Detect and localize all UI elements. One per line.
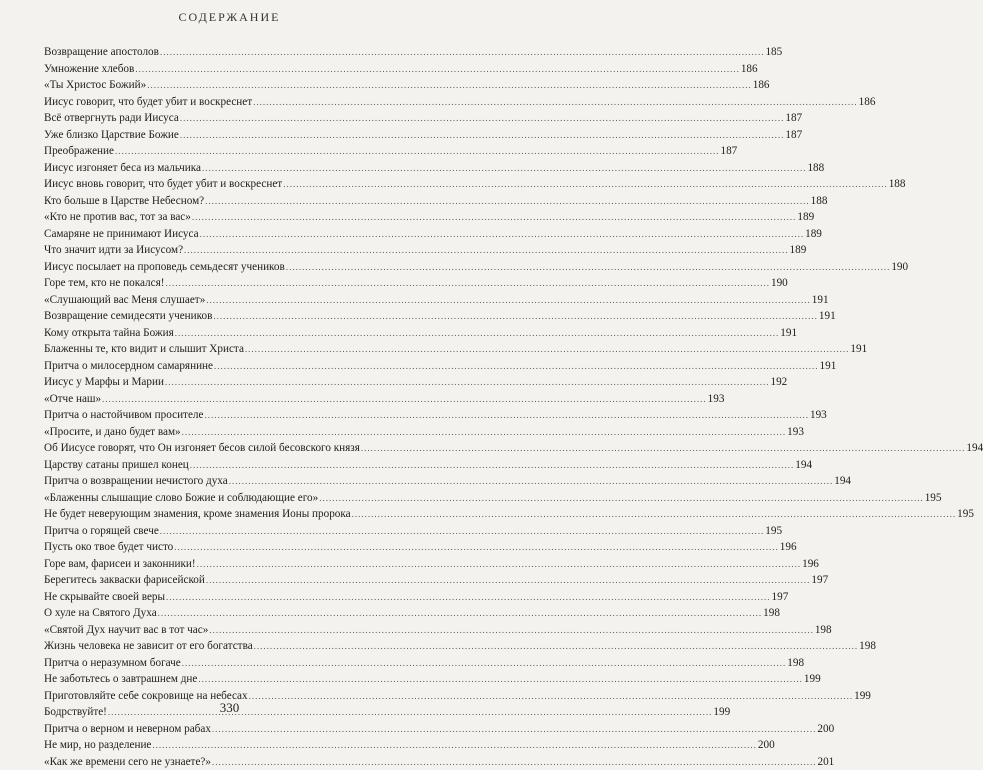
toc-entry-title: Блаженны те, кто видит и слышит Христа xyxy=(44,341,244,358)
toc-entry-title: Царству сатаны пришел конец xyxy=(44,457,189,474)
dot-leader xyxy=(135,61,740,78)
toc-entry-title: Кто больше в Царстве Небесном? xyxy=(44,193,204,210)
toc-entry-page: 191 xyxy=(820,358,837,375)
toc-entry-page: 190 xyxy=(771,275,788,292)
toc-entry xyxy=(44,341,429,358)
toc-entry-title: Возвращение апостолов xyxy=(44,44,159,61)
toc-entry-title: «Как же времени сего не узнаете?» xyxy=(44,754,211,770)
dot-leader xyxy=(206,292,811,309)
dot-leader xyxy=(115,143,720,160)
dot-leader xyxy=(205,193,810,210)
toc-entry-page: 187 xyxy=(785,127,802,144)
toc-entry-title: Пусть око твое будет чисто xyxy=(44,539,173,556)
toc-entry-page: 198 xyxy=(859,638,876,655)
toc-entry-page: 200 xyxy=(817,721,834,738)
toc-entry-title: Иисус изгоняет беса из мальчика xyxy=(44,160,201,177)
toc-entry xyxy=(44,506,429,523)
dot-leader xyxy=(198,671,803,688)
dot-leader xyxy=(175,325,780,342)
toc-entry-title: Не скрывайте своей веры xyxy=(44,589,165,606)
book-page xyxy=(0,0,459,728)
toc-entry xyxy=(44,226,429,243)
toc-entry-title: Жизнь человека не зависит от его богатства xyxy=(44,638,253,655)
dot-leader xyxy=(152,737,757,754)
toc-entry-title: Иисус посылает на проповедь семьдесят учеников xyxy=(44,259,285,276)
page-header: СОДЕРЖАНИЕ xyxy=(0,10,459,25)
toc-entry xyxy=(44,490,429,507)
toc-entry xyxy=(44,358,429,375)
dot-leader xyxy=(160,44,765,61)
dot-leader xyxy=(166,589,771,606)
toc-entry-page: 199 xyxy=(713,704,730,721)
toc-entry-page: 199 xyxy=(854,688,871,705)
toc-entry-title: «Кто не против вас, тот за вас» xyxy=(44,209,191,226)
toc-entry-title: Не заботьтесь о завтрашнем дне xyxy=(44,671,197,688)
dot-leader xyxy=(245,341,850,358)
table-of-contents xyxy=(44,44,429,770)
toc-entry xyxy=(44,193,429,210)
dot-leader xyxy=(212,721,817,738)
toc-entry-title: Притча о верном и неверном рабах xyxy=(44,721,211,738)
toc-entry-title: «Отче наш» xyxy=(44,391,101,408)
dot-leader xyxy=(102,391,707,408)
toc-entry-page: 194 xyxy=(966,440,983,457)
toc-entry xyxy=(44,754,429,770)
toc-entry xyxy=(44,407,429,424)
dot-leader xyxy=(283,176,888,193)
toc-entry-page: 187 xyxy=(785,110,802,127)
toc-entry xyxy=(44,572,429,589)
toc-entry xyxy=(44,143,429,160)
toc-entry-page: 201 xyxy=(817,754,834,770)
toc-entry xyxy=(44,457,429,474)
toc-entry xyxy=(44,61,429,78)
toc-entry xyxy=(44,259,429,276)
toc-entry xyxy=(44,127,429,144)
toc-entry-page: 189 xyxy=(797,209,814,226)
dot-leader xyxy=(180,127,785,144)
toc-entry-title: Преображение xyxy=(44,143,114,160)
toc-entry xyxy=(44,671,429,688)
dot-leader xyxy=(319,490,924,507)
toc-entry-page: 195 xyxy=(765,523,782,540)
dot-leader xyxy=(180,110,785,127)
toc-entry-title: Умножение хлебов xyxy=(44,61,134,78)
dot-leader xyxy=(214,358,819,375)
toc-entry-title: Не мир, но разделение xyxy=(44,737,151,754)
toc-entry-page: 188 xyxy=(811,193,828,210)
dot-leader xyxy=(361,440,966,457)
toc-entry-title: «Святой Дух научит вас в тот час» xyxy=(44,622,208,639)
page-number: 330 xyxy=(0,700,459,716)
toc-entry-page: 186 xyxy=(753,77,770,94)
dot-leader xyxy=(182,655,787,672)
toc-entry-title: Притча о возвращении нечистого духа xyxy=(44,473,228,490)
dot-leader xyxy=(184,242,789,259)
toc-entry-page: 191 xyxy=(850,341,867,358)
toc-entry xyxy=(44,292,429,309)
toc-entry-page: 196 xyxy=(780,539,797,556)
toc-entry-title: Не будет неверующим знамения, кроме знамения Ионы пророка xyxy=(44,506,351,523)
toc-entry-page: 189 xyxy=(805,226,822,243)
toc-entry xyxy=(44,440,429,457)
toc-entry-page: 198 xyxy=(787,655,804,672)
toc-entry-title: «Блаженны слышащие слово Божие и соблюдающие его» xyxy=(44,490,318,507)
dot-leader xyxy=(158,605,763,622)
toc-entry-page: 193 xyxy=(708,391,725,408)
dot-leader xyxy=(213,308,818,325)
toc-entry xyxy=(44,655,429,672)
toc-entry-title: Горе вам, фарисеи и законники! xyxy=(44,556,196,573)
dot-leader xyxy=(192,209,797,226)
toc-entry xyxy=(44,589,429,606)
dot-leader xyxy=(147,77,752,94)
toc-entry-page: 195 xyxy=(925,490,942,507)
toc-entry-title: Об Иисусе говорят, что Он изгоняет бесов силой бесовского князя xyxy=(44,440,360,457)
toc-entry-page: 199 xyxy=(804,671,821,688)
dot-leader xyxy=(202,160,807,177)
toc-entry xyxy=(44,391,429,408)
dot-leader xyxy=(352,506,957,523)
toc-entry-title: Кому открыта тайна Божия xyxy=(44,325,174,342)
toc-entry-title: Приготовляйте себе сокровище на небесах xyxy=(44,688,248,705)
toc-entry-title: Иисус говорит, что будет убит и воскреснет xyxy=(44,94,252,111)
toc-entry-title: Всё отвергнуть ради Иисуса xyxy=(44,110,179,127)
toc-entry xyxy=(44,110,429,127)
toc-entry-page: 198 xyxy=(763,605,780,622)
toc-entry xyxy=(44,325,429,342)
toc-entry-page: 193 xyxy=(787,424,804,441)
toc-entry xyxy=(44,209,429,226)
dot-leader xyxy=(206,572,811,589)
dot-leader xyxy=(160,523,765,540)
toc-entry-page: 191 xyxy=(812,292,829,309)
toc-entry-page: 194 xyxy=(795,457,812,474)
toc-entry-page: 195 xyxy=(957,506,974,523)
toc-entry-page: 198 xyxy=(815,622,832,639)
toc-entry xyxy=(44,523,429,540)
toc-entry-title: Горе тем, кто не покался! xyxy=(44,275,164,292)
toc-entry-title: Иисус у Марфы и Марии xyxy=(44,374,164,391)
toc-entry-page: 188 xyxy=(807,160,824,177)
toc-entry-page: 200 xyxy=(758,737,775,754)
toc-entry xyxy=(44,721,429,738)
toc-entry-page: 187 xyxy=(720,143,737,160)
dot-leader xyxy=(209,622,814,639)
toc-entry xyxy=(44,242,429,259)
dot-leader xyxy=(165,374,770,391)
dot-leader xyxy=(165,275,770,292)
dot-leader xyxy=(286,259,891,276)
toc-entry-page: 196 xyxy=(802,556,819,573)
dot-leader xyxy=(190,457,795,474)
toc-entry-page: 188 xyxy=(889,176,906,193)
toc-entry xyxy=(44,176,429,193)
toc-entry xyxy=(44,275,429,292)
dot-leader xyxy=(212,754,817,770)
toc-entry-title: «Ты Христос Божий» xyxy=(44,77,146,94)
dot-leader xyxy=(254,638,859,655)
toc-entry-title: Притча о неразумном богаче xyxy=(44,655,181,672)
toc-entry-page: 192 xyxy=(770,374,787,391)
toc-entry-page: 185 xyxy=(765,44,782,61)
toc-entry-title: Притча о милосердном самарянине xyxy=(44,358,213,375)
toc-entry xyxy=(44,737,429,754)
toc-entry-title: Возвращение семидесяти учеников xyxy=(44,308,212,325)
toc-entry xyxy=(44,638,429,655)
toc-entry-title: Уже близко Царствие Божие xyxy=(44,127,179,144)
toc-entry xyxy=(44,424,429,441)
dot-leader xyxy=(253,94,858,111)
dot-leader xyxy=(197,556,802,573)
toc-entry-page: 186 xyxy=(741,61,758,78)
toc-entry-page: 193 xyxy=(810,407,827,424)
toc-entry xyxy=(44,473,429,490)
toc-entry xyxy=(44,605,429,622)
toc-entry-title: «Просите, и дано будет вам» xyxy=(44,424,181,441)
toc-entry-page: 190 xyxy=(891,259,908,276)
toc-entry-page: 194 xyxy=(834,473,851,490)
toc-entry-page: 197 xyxy=(811,572,828,589)
dot-leader xyxy=(174,539,779,556)
toc-entry xyxy=(44,77,429,94)
dot-leader xyxy=(229,473,834,490)
toc-entry xyxy=(44,539,429,556)
toc-entry xyxy=(44,94,429,111)
dot-leader xyxy=(204,407,809,424)
toc-entry-title: Притча о горящей свече xyxy=(44,523,159,540)
toc-entry xyxy=(44,308,429,325)
toc-entry xyxy=(44,160,429,177)
toc-entry-title: Что значит идти за Иисусом? xyxy=(44,242,183,259)
toc-entry xyxy=(44,44,429,61)
toc-entry-title: О хуле на Святого Духа xyxy=(44,605,157,622)
toc-entry-title: «Слушающий вас Меня слушает» xyxy=(44,292,205,309)
dot-leader xyxy=(182,424,787,441)
dot-leader xyxy=(200,226,805,243)
toc-entry-title: Иисус вновь говорит, что будет убит и воскреснет xyxy=(44,176,282,193)
toc-entry-page: 186 xyxy=(859,94,876,111)
toc-entry xyxy=(44,556,429,573)
toc-entry-page: 191 xyxy=(819,308,836,325)
toc-entry-title: Самаряне не принимают Иисуса xyxy=(44,226,199,243)
toc-entry-page: 189 xyxy=(790,242,807,259)
toc-entry-page: 191 xyxy=(780,325,797,342)
toc-entry-title: Притча о настойчивом просителе xyxy=(44,407,203,424)
toc-entry-title: Бодрствуйте! xyxy=(44,704,107,721)
toc-entry xyxy=(44,622,429,639)
toc-entry xyxy=(44,374,429,391)
toc-entry-page: 197 xyxy=(772,589,789,606)
toc-entry-title: Берегитесь закваски фарисейской xyxy=(44,572,205,589)
